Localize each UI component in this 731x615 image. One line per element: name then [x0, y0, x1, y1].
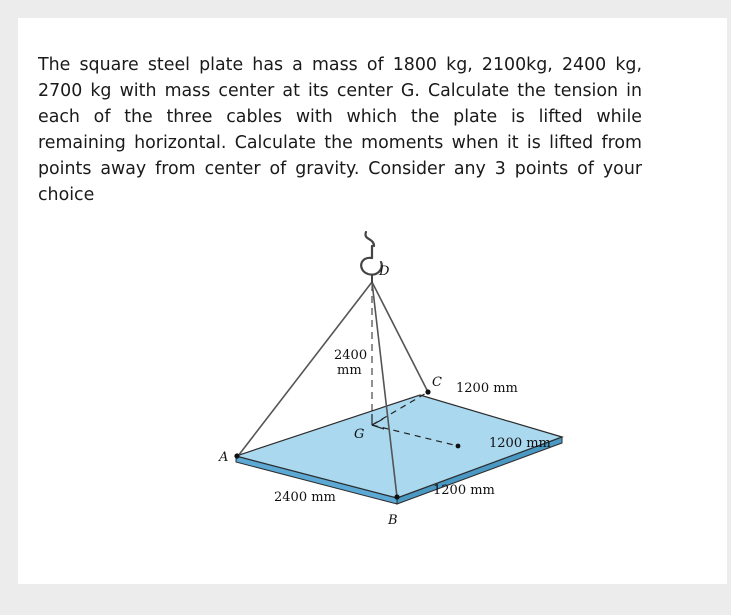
- dim-height-unit: mm: [337, 363, 362, 378]
- dim-c-offset: 1200 mm: [456, 381, 518, 396]
- label-c: C: [432, 375, 442, 390]
- point-c-dot: [425, 389, 430, 394]
- dim-left-edge: 2400 mm: [274, 490, 336, 505]
- label-a: A: [219, 450, 229, 465]
- dim-height-value: 2400: [334, 348, 368, 363]
- label-d: D: [379, 264, 390, 279]
- label-b: B: [388, 513, 398, 528]
- point-b-dot: [394, 494, 399, 499]
- cable-dc: [372, 282, 428, 392]
- dim-front-edge: 1200 mm: [433, 483, 495, 498]
- point-a-dot: [234, 453, 239, 458]
- problem-statement: The square steel plate has a mass of 1800 kg, 2100kg, 2400 kg, 2700 kg with mass center at its center G. Calculate the tension in each of the three cables with which the plate is lifted while remaining horizontal. Calculate the moments when it is lifted from points away from center of gravity. Consider any 3 points of your choice: [38, 55, 642, 205]
- dim-right-edge: 1200 mm: [489, 436, 551, 451]
- label-g: G: [354, 427, 365, 442]
- edge-mid-dot: [456, 444, 461, 449]
